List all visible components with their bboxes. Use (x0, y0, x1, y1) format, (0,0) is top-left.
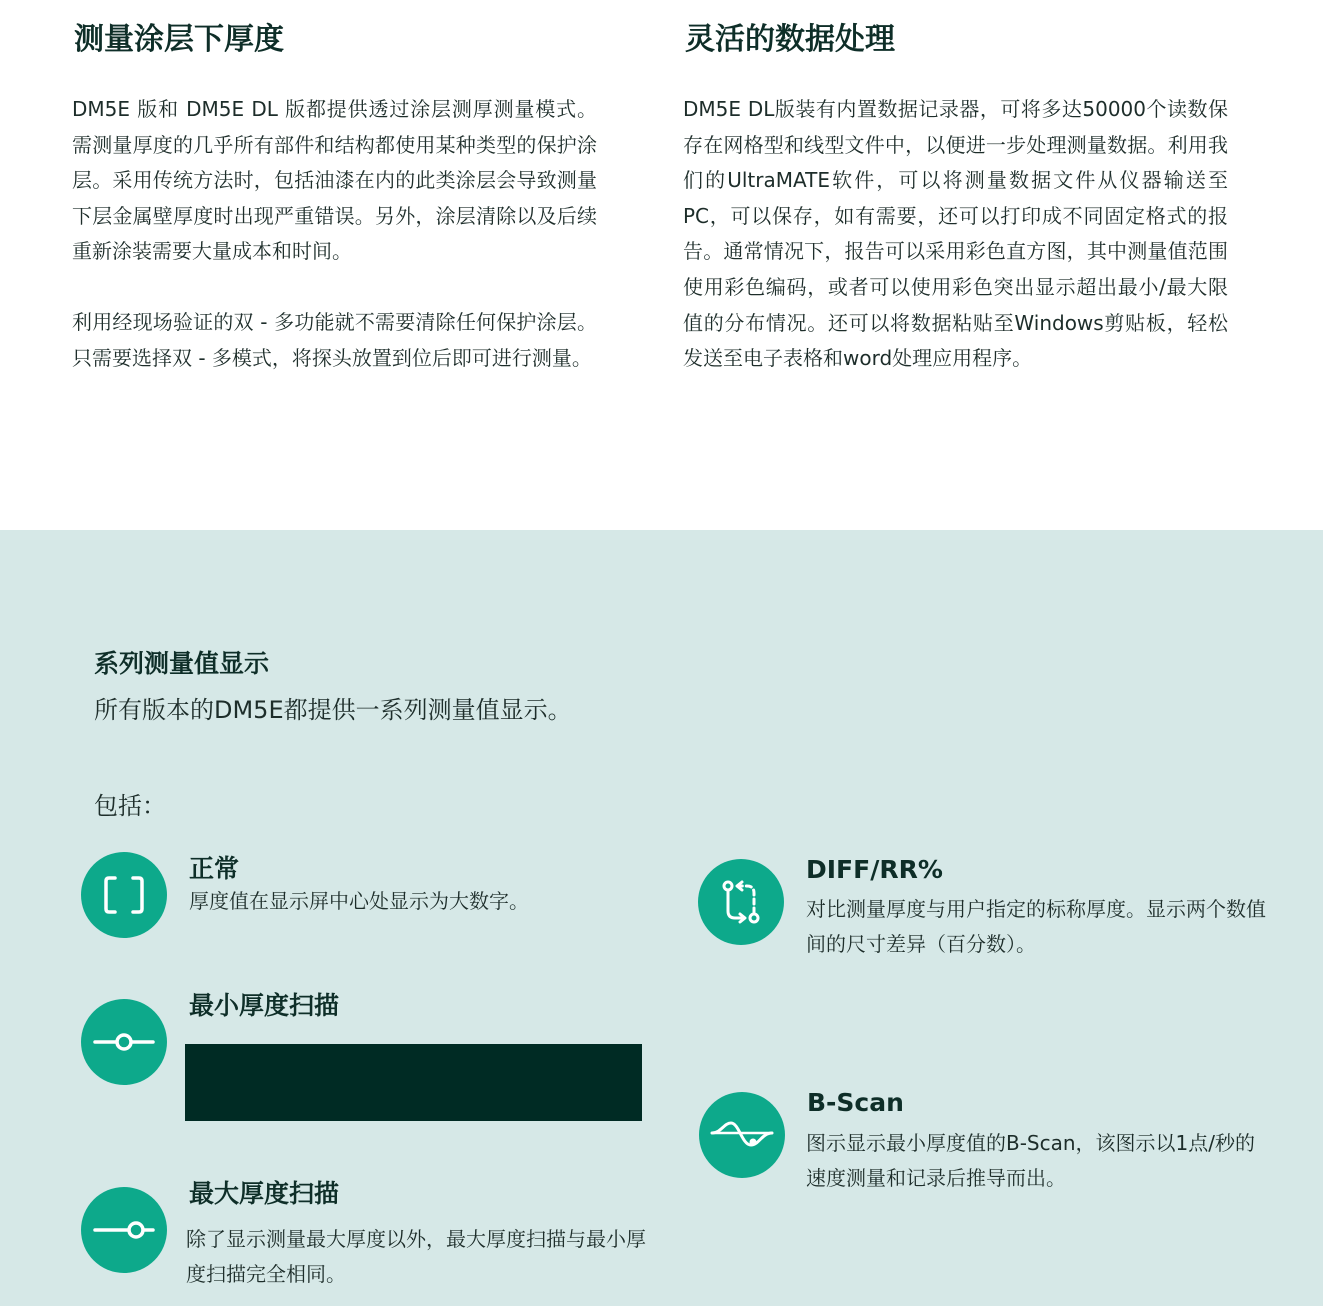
slider-min-icon (81, 999, 167, 1085)
slider-max-icon (81, 1187, 167, 1273)
coating-title: 测量涂层下厚度 (74, 22, 284, 57)
coating-paragraph-2: 利用经现场验证的双 - 多功能就不需要清除任何保护涂层。只需要选择双 - 多模式，将探头放置到位后即可进行测量。 (72, 309, 597, 370)
series-subtitle: 所有版本的DM5E都提供一系列测量值显示。 (94, 696, 572, 724)
coating-paragraph-1: DM5E 版和 DM5E DL 版都提供透过涂层测厚测量模式。需测量厚度的几乎所有部件和结构都使用某种类型的保护涂层。采用传统方法时，包括油漆在内的此类涂层会导致测量下层金属壁厚度时出现严重错误。另外，涂层清除以及后续重新涂装需要大量成本和时间。 (72, 97, 597, 264)
feature-bscan-desc: 图示显示最小厚度值的B-Scan，该图示以1点/秒的速度测量和记录后推导而出。 (806, 1131, 1256, 1190)
wave-scan-icon (699, 1092, 785, 1178)
coating-column (72, 18, 597, 376)
top-section (0, 0, 1323, 530)
feature-bscan-title: B-Scan (807, 1088, 904, 1117)
feature-normal-desc: 厚度值在显示屏中心处显示为大数字。 (189, 889, 529, 913)
feature-normal-title: 正常 (189, 854, 240, 883)
compare-arrows-icon (698, 859, 784, 945)
feature-max-scan-desc: 除了显示测量最大厚度以外，最大厚度扫描与最小厚度扫描完全相同。 (186, 1227, 646, 1286)
series-title: 系列测量值显示 (94, 649, 270, 678)
feature-max-scan-title: 最大厚度扫描 (189, 1179, 340, 1208)
feature-min-scan-title: 最小厚度扫描 (189, 991, 340, 1020)
data-processing-title: 灵活的数据处理 (685, 22, 895, 57)
feature-diff-title: DIFF/RR% (806, 855, 943, 884)
data-processing-paragraph: DM5E DL版装有内置数据记录器，可将多达50000个读数保存在网格型和线型文件中，以便进一步处理测量数据。利用我们的UltraMATE软件，可以将测量数据文件从仪器输送至PC，可以保存，如有需要，还可以打印成不同固定格式的报告。通常情况下，报告可以采用彩色直方图，其中测量值范围使用彩色编码，或者可以使用彩色突出显示超出最小/最大限值的分布情况。还可以将数据粘贴至Windows剪贴板，轻松发送至电子表格和word处理应用程序。 (683, 97, 1228, 371)
include-label: 包括： (94, 792, 166, 820)
measurement-display-section (0, 530, 1323, 1306)
feature-diff-desc: 对比测量厚度与用户指定的标称厚度。显示两个数值间的尺寸差异（百分数）。 (806, 897, 1266, 956)
frame-brackets-icon (81, 852, 167, 938)
data-processing-column (683, 18, 1228, 377)
redacted-block (185, 1044, 642, 1121)
